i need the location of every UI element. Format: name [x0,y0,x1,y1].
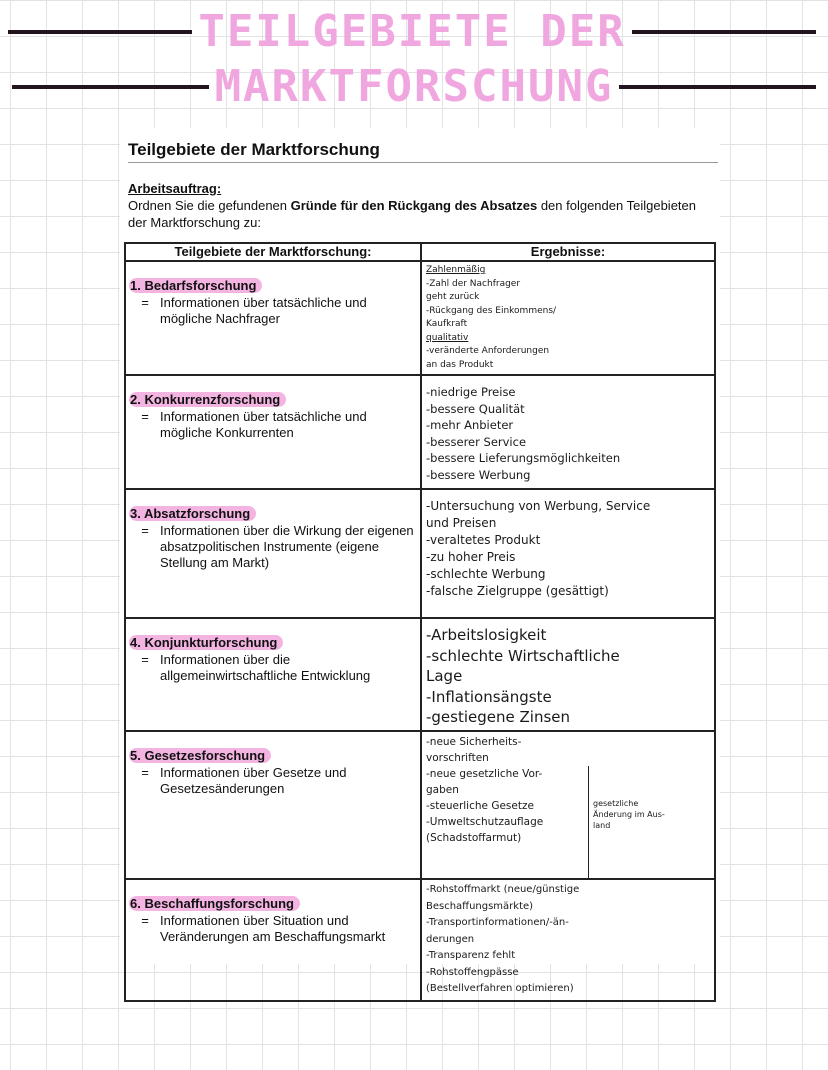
results-notes: -Untersuchung von Werbung, Service und Preisen -veraltetes Produkt -zu hoher Preis -schlechte Werbung -falsche Zielgruppe (gesättigt) [426,499,651,598]
table-row: 3. Absatzforschung = Informationen über die Wirkung der eigenen absatzpolitischen Instrumente (eigene Stellung am Markt) -Untersuchung von Werbung, Service und Preisen -veraltetes Produkt -zu hoher Preis -schlechte Werbung -falsche Zielgruppe (gesättigt) [125,489,715,618]
research-table [124,242,716,1002]
area-name: 2. Konkurrenzforschung [129,392,286,407]
header-line-2 [0,57,828,117]
title-rule-right [619,85,816,89]
col-header-areas: Teilgebiete der Marktforschung: [125,243,421,261]
area-name: 1. Bedarfsforschung [129,278,262,293]
area-description: Informationen über Gesetze und Gesetzesänderungen [160,765,347,796]
table-header-row [125,243,715,261]
col-header-results: Ergebnisse: [421,243,715,261]
table-row: 5. Gesetzesforschung = Informationen über Gesetze und Gesetzesänderungen -neue Sicherheits- vorschriften -neue gesetzliche Vor- gaben -steuerliche Gesetze -Umweltschutzauflage (Schadstoffarmut) gesetzliche Änderung im Aus- land [125,731,715,879]
page-title-line-1: TEILGEBIETE DER [198,6,626,57]
table-row: 6. Beschaffungsforschung = Informationen über Situation und Veränderungen am Beschaffungsmarkt -Rohstoffmarkt (neue/günstige Beschaffungsmärkte) -Transportinformationen/-än- derungen -Transparenz fehlt -Rohstoffengpässe (Bestellverfahren optimieren) [125,879,715,1001]
task-text: Ordnen Sie die gefundenen Gründe für den Rückgang des Absatzes den folgenden Teilgebieten der Marktforschung zu: [128,198,696,230]
area-name: 5. Gesetzesforschung [129,748,271,763]
area-description: Informationen über die allgemeinwirtschaftliche Entwicklung [160,652,371,683]
area-name: 4. Konjunkturforschung [129,635,283,650]
title-rule-left [8,30,192,34]
table-row: 2. Konkurrenzforschung = Informationen über tatsächliche und mögliche Konkurrenten -niedrige Preise -bessere Qualität -mehr Anbieter -besserer Service -bessere Lieferungsmöglichkeiten -bessere Werbung [125,375,715,489]
area-description: Informationen über die Wirkung der eigenen absatzpolitischen Instrumente (eigene Stellung am Markt) [160,523,414,570]
worksheet [120,128,720,994]
side-note: gesetzliche Änderung im Aus- land [588,766,665,878]
table-row: 4. Konjunkturforschung = Informationen über die allgemeinwirtschaftliche Entwicklung -Arbeitslosigkeit -schlechte Wirtschaftliche Lage -Inflationsängste -gestiegene Zinsen [125,618,715,731]
table-row: 1. Bedarfsforschung = Informationen über tatsächliche und mögliche Nachfrager Zahlenmäßig -Zahl der Nachfrager geht zurück -Rückgang des Einkommens/ Kaufkraft qualitativ -veränderte Anforderungen an das Produkt [125,261,715,375]
results-notes: -niedrige Preise -bessere Qualität -mehr Anbieter -besserer Service -bessere Lieferungsmöglichkeiten -bessere Werbung [426,385,621,482]
document-title: Teilgebiete der Marktforschung [128,140,718,163]
results-notes: -neue Sicherheits- vorschriften -neue gesetzliche Vor- gaben -steuerliche Gesetze -Umweltschutzauflage (Schadstoffarmut) [426,736,544,844]
area-description: Informationen über tatsächliche und mögliche Nachfrager [160,295,367,326]
results-notes: Zahlenmäßig -Zahl der Nachfrager geht zurück -Rückgang des Einkommens/ Kaufkraft qualitativ -veränderte Anforderungen an das Produkt [426,265,557,370]
area-name: 3. Absatzforschung [129,506,256,521]
title-rule-left [12,85,209,89]
task-label: Arbeitsauftrag: [128,181,222,196]
title-rule-right [632,30,816,34]
page-title-line-2: MARKTFORSCHUNG [214,61,614,112]
header-line-1 [0,2,828,62]
task-block [128,180,718,231]
area-description: Informationen über Situation und Veränderungen am Beschaffungsmarkt [160,913,386,944]
results-notes: -Rohstoffmarkt (neue/günstige Beschaffungsmärkte) -Transportinformationen/-än- derungen -Transparenz fehlt -Rohstoffengpässe (Bestellverfahren optimieren) [426,884,580,994]
area-name: 6. Beschaffungsforschung [129,896,300,911]
area-description: Informationen über tatsächliche und mögliche Konkurrenten [160,409,367,440]
results-notes: -Arbeitslosigkeit -schlechte Wirtschaftliche Lage -Inflationsängste -gestiegene Zinsen [426,626,620,726]
